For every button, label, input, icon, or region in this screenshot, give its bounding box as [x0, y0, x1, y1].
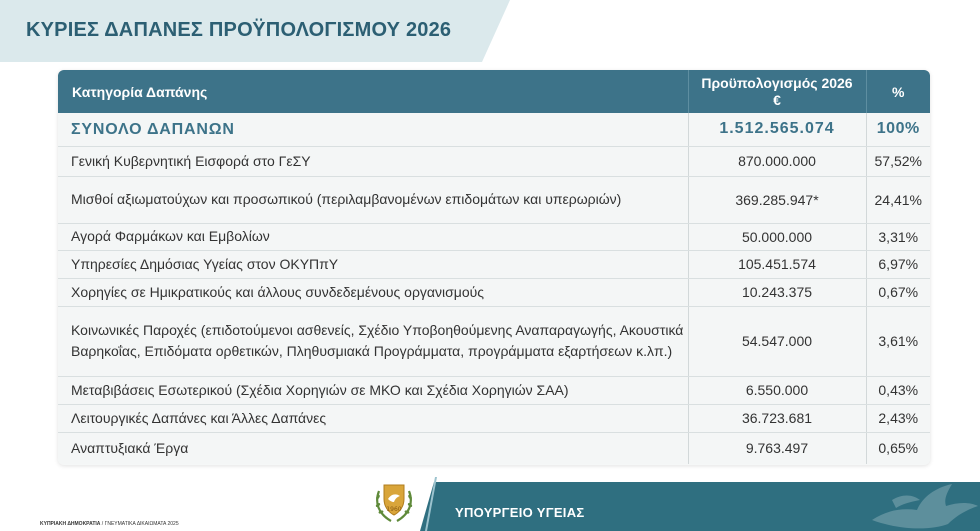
row-value: 36.723.681 [688, 404, 866, 432]
row-label: Λειτουργικές Δαπάνες και Άλλες Δαπάνες [58, 404, 688, 432]
row-label: Μεταβιβάσεις Εσωτερικού (Σχέδια Χορηγιών σε ΜΚΟ και Σχέδια Χορηγιών ΣΑΑ) [58, 376, 688, 404]
table-row [58, 250, 930, 278]
row-label: Υπηρεσίες Δημόσιας Υγείας στον ΟΚΥΠπΥ [58, 250, 688, 278]
row-label: Μισθοί αξιωματούχων και προσωπικού (περιλαμβανομένων επιδομάτων και υπερωριών) [58, 176, 688, 223]
row-value: 105.451.574 [688, 250, 866, 278]
row-percent: 0,65% [866, 432, 930, 464]
table-row [58, 278, 930, 306]
page-title: ΚΥΡΙΕΣ ΔΑΠΑΝΕΣ ΠΡΟΫΠΟΛΟΓΙΣΜΟΥ 2026 [26, 19, 452, 41]
row-label: Κοινωνικές Παροχές (επιδοτούμενοι ασθενείς, Σχέδιο Υποβοηθούμενης Αναπαραγωγής, Ακουστικά Βαρηκοΐας, Επιδόματα ορθετικών, Πληθυσμιακά Προγράμματα, προγράμματα εξαρτήσεων κ.λπ.) [58, 306, 688, 376]
row-label: Αγορά Φαρμάκων και Εμβολίων [58, 223, 688, 250]
table-row [58, 306, 930, 376]
table-row [58, 404, 930, 432]
row-value: 6.550.000 [688, 376, 866, 404]
row-value: 9.763.497 [688, 432, 866, 464]
row-percent: 3,31% [866, 223, 930, 250]
header-category: Κατηγορία Δαπάνης [58, 70, 688, 113]
row-value: 50.000.000 [688, 223, 866, 250]
row-percent: 6,97% [866, 250, 930, 278]
row-percent: 2,43% [866, 404, 930, 432]
table-row [58, 376, 930, 404]
table-row [58, 176, 930, 223]
row-value: 10.243.375 [688, 278, 866, 306]
table-header-row [58, 70, 930, 113]
header-budget [688, 70, 866, 113]
row-percent: 0,43% [866, 376, 930, 404]
table-row [58, 223, 930, 250]
total-row [58, 113, 930, 146]
row-percent: 57,52% [866, 146, 930, 176]
dove-icon [862, 480, 980, 531]
row-label: Γενική Κυβερνητική Εισφορά στο ΓεΣΥ [58, 146, 688, 176]
copyright-rest: / ΓΝΕΥΜΑΤΙΚΑ ΔΙΚΑΙΩΜΑΤΑ 2025 [100, 521, 179, 527]
cyprus-coat-of-arms-icon [365, 473, 423, 531]
total-label: ΣΥΝΟΛΟ ΔΑΠΑΝΩΝ [58, 113, 688, 146]
row-label: Αναπτυξιακά Έργα [71, 439, 189, 456]
ministry-name: ΥΠΟΥΡΓΕΙΟ ΥΓΕΙΑΣ [455, 505, 585, 520]
total-value: 1.512.565.074 [688, 113, 866, 146]
svg-text:1960: 1960 [386, 506, 402, 513]
header-percent: % [866, 70, 930, 113]
row-value: 369.285.947* [688, 176, 866, 223]
row-value: 54.547.000 [688, 306, 866, 376]
row-label: Χορηγίες σε Ημικρατικούς και άλλους συνδεδεμένους οργανισμούς [58, 278, 688, 306]
budget-table [58, 70, 930, 464]
copyright-note [40, 521, 179, 527]
budget-table-card [58, 70, 930, 465]
copyright-org: ΚΥΠΡΙΑΚΗ ΔΗΜΟΚΡΑΤΙΑ [40, 521, 101, 527]
table-row [58, 432, 930, 464]
header-budget-line2: € [773, 91, 781, 108]
row-value: 870.000.000 [688, 146, 866, 176]
row-percent: 24,41% [866, 176, 930, 223]
row-percent: 0,67% [866, 278, 930, 306]
header-budget-line1: Προϋπολογισμός 2026 [701, 74, 853, 91]
total-percent: 100% [866, 113, 930, 146]
row-percent: 3,61% [866, 306, 930, 376]
table-row [58, 146, 930, 176]
